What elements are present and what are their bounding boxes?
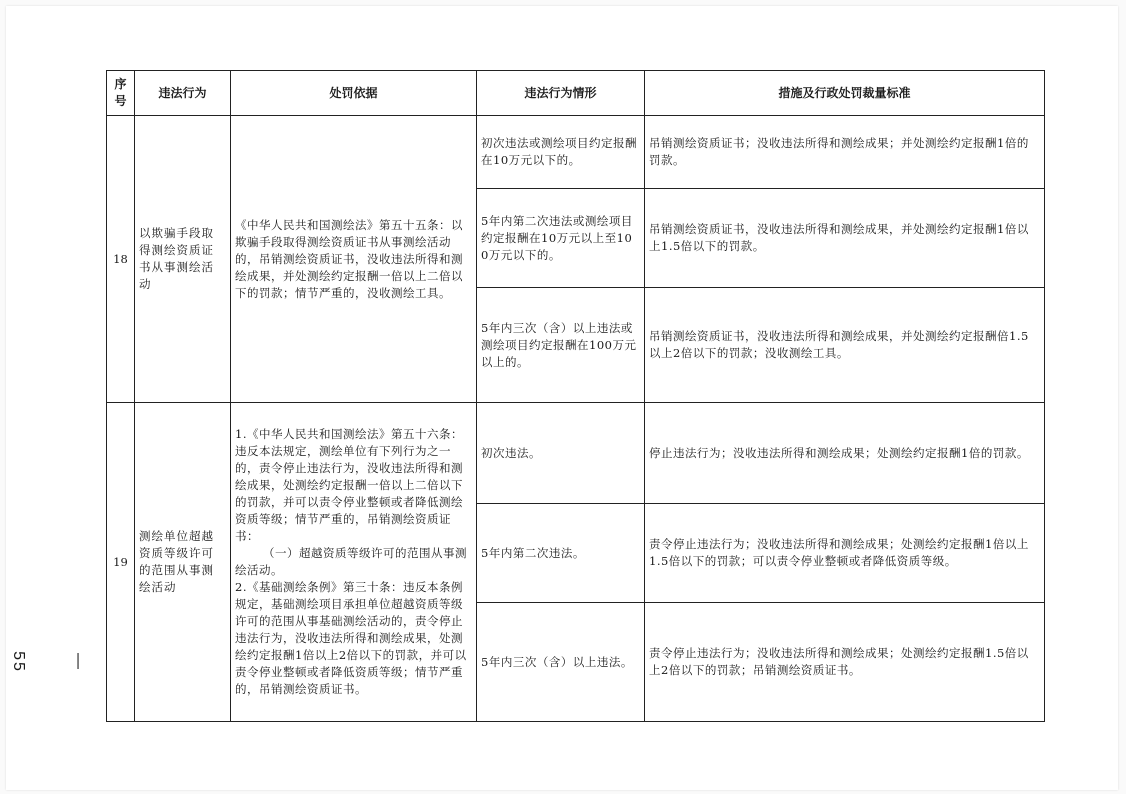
case-standard: 吊销测绘资质证书；没收违法所得和测绘成果；并处测绘约定报酬1倍的罚款。	[645, 116, 1045, 189]
row-seq: 18	[107, 116, 135, 403]
row-seq: 19	[107, 403, 135, 722]
penalty-standard-table	[106, 70, 1045, 722]
case-standard: 停止违法行为；没收违法所得和测绘成果；处测绘约定报酬1倍的罚款。	[645, 403, 1045, 504]
table-row	[107, 403, 1045, 504]
basis-paragraph: 1.《中华人民共和国测绘法》第五十六条：违反本法规定，测绘单位有下列行为之一的，责令停止违法行为，没收违法所得和测绘成果，处测绘约定报酬一倍以上二倍以下的罚款，并可以责令停业整顿或者降低测绘资质等级；情节严重的，吊销测绘资质证书：	[235, 427, 463, 543]
basis-paragraph: （一）超越资质等级许可的范围从事测绘活动。	[235, 546, 467, 577]
table-header-row	[107, 71, 1045, 116]
header-basis: 处罚依据	[231, 71, 477, 116]
header-situation: 违法行为情形	[477, 71, 645, 116]
case-situation: 5年内第二次违法。	[477, 504, 645, 603]
basis-paragraph: 2.《基础测绘条例》第三十条：违反本条例规定，基础测绘项目承担单位超越资质等级许可的范围从事基础测绘活动的，责令停止违法行为，没收违法所得和测绘成果，处测绘约定报酬1倍以上2倍以下的罚款，并可以责令停业整顿或者降低资质等级；情节严重的，吊销测绘资质证书。	[235, 580, 467, 696]
case-standard: 吊销测绘资质证书，没收违法所得和测绘成果，并处测绘约定报酬倍1.5以上2倍以下的罚款；没收测绘工具。	[645, 288, 1045, 403]
page-number: — 55	[10, 651, 87, 673]
case-situation: 5年内第二次违法或测绘项目约定报酬在10万元以上至100万元以下的。	[477, 189, 645, 288]
case-standard: 责令停止违法行为；没收违法所得和测绘成果；处测绘约定报酬1倍以上1.5倍以下的罚款；可以责令停业整顿或者降低资质等级。	[645, 504, 1045, 603]
case-situation: 5年内三次（含）以上违法。	[477, 603, 645, 722]
table-row	[107, 116, 1045, 189]
case-standard: 责令停止违法行为；没收违法所得和测绘成果；处测绘约定报酬1.5倍以上2倍以下的罚款；吊销测绘资质证书。	[645, 603, 1045, 722]
basis-paragraph: 《中华人民共和国测绘法》第五十五条：以欺骗手段取得测绘资质证书从事测绘活动的，吊销测绘资质证书，没收违法所得和测绘成果，并处测绘约定报酬一倍以上二倍以下的罚款；情节严重的，没收测绘工具。	[235, 217, 463, 300]
header-standard: 措施及行政处罚裁量标准	[645, 71, 1045, 116]
header-act: 违法行为	[135, 71, 231, 116]
case-standard: 吊销测绘资质证书，没收违法所得和测绘成果，并处测绘约定报酬1倍以上1.5倍以下的罚款。	[645, 189, 1045, 288]
row-act: 测绘单位超越资质等级许可的范围从事测绘活动	[135, 403, 231, 722]
row-basis	[231, 116, 477, 403]
header-seq: 序号	[107, 71, 135, 116]
row-act: 以欺骗手段取得测绘资质证书从事测绘活动	[135, 116, 231, 403]
case-situation: 初次违法。	[477, 403, 645, 504]
row-basis	[231, 403, 477, 722]
case-situation: 5年内三次（含）以上违法或测绘项目约定报酬在100万元以上的。	[477, 288, 645, 403]
case-situation: 初次违法或测绘项目约定报酬在10万元以下的。	[477, 116, 645, 189]
